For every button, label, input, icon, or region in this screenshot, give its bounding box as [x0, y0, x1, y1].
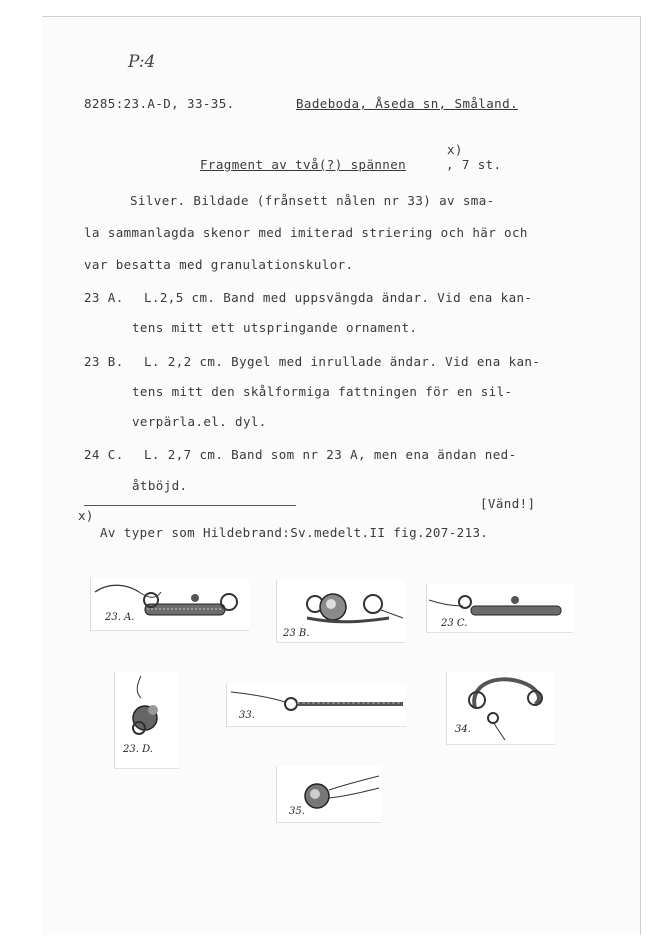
entry-id: 23 A. — [84, 290, 124, 305]
footnote-reference: Av typer som Hildebrand:Sv.medelt.II fig.207-213. — [100, 525, 489, 540]
photo-23d — [114, 672, 179, 769]
photo-33 — [226, 684, 407, 727]
photo-35 — [276, 766, 381, 823]
photo-label: 23. D. — [123, 744, 153, 755]
entry-line: tens mitt den skålformiga fattningen för en sil- — [132, 384, 513, 399]
photo-23c — [426, 584, 573, 633]
entry-line: L. 2,2 cm. Bygel med inrullade ändar. Vid ena kan- — [144, 354, 541, 369]
title-count: , 7 st. — [446, 157, 502, 172]
entry-line: L.2,5 cm. Band med uppsvängda ändar. Vid ena kan- — [144, 290, 533, 305]
body-line: Silver. Bildade (frånsett nålen nr 33) av sma- — [130, 193, 495, 208]
photo-label: 33. — [239, 710, 255, 721]
footnote-divider — [84, 505, 296, 506]
entry-id: 24 C. — [84, 447, 124, 462]
corner-note: P:4 — [128, 52, 156, 72]
photo-label: 23 C. — [441, 618, 468, 629]
entry-line: tens mitt ett utspringande ornament. — [132, 320, 418, 335]
title-footnote-mark: x) — [447, 142, 463, 157]
entry-line: verpärla.el. dyl. — [132, 414, 267, 429]
photo-34 — [446, 672, 555, 745]
photo-label: 23. A. — [105, 612, 135, 623]
turn-over-note: [Vänd!] — [480, 496, 536, 511]
find-place: Badeboda, Åseda sn, Småland. — [296, 96, 518, 111]
photo-23a — [90, 578, 249, 631]
photo-label: 34. — [455, 724, 471, 735]
body-line: la sammanlagda skenor med imiterad striering och här och — [84, 225, 528, 240]
entry-line: åtböjd. — [132, 478, 188, 493]
entry-id: 23 B. — [84, 354, 124, 369]
photo-label: 23 B. — [283, 628, 310, 639]
title: Fragment av två(?) spännen — [200, 157, 407, 172]
photo-23b — [276, 580, 405, 643]
body-line: var besatta med granulationskulor. — [84, 257, 354, 272]
catalogue-number: 8285:23.A-D, 33-35. — [84, 96, 235, 111]
photo-label: 35. — [289, 806, 305, 817]
entry-line: L. 2,7 cm. Band som nr 23 A, men ena ändan ned- — [144, 447, 517, 462]
footnote-mark: x) — [78, 508, 94, 523]
